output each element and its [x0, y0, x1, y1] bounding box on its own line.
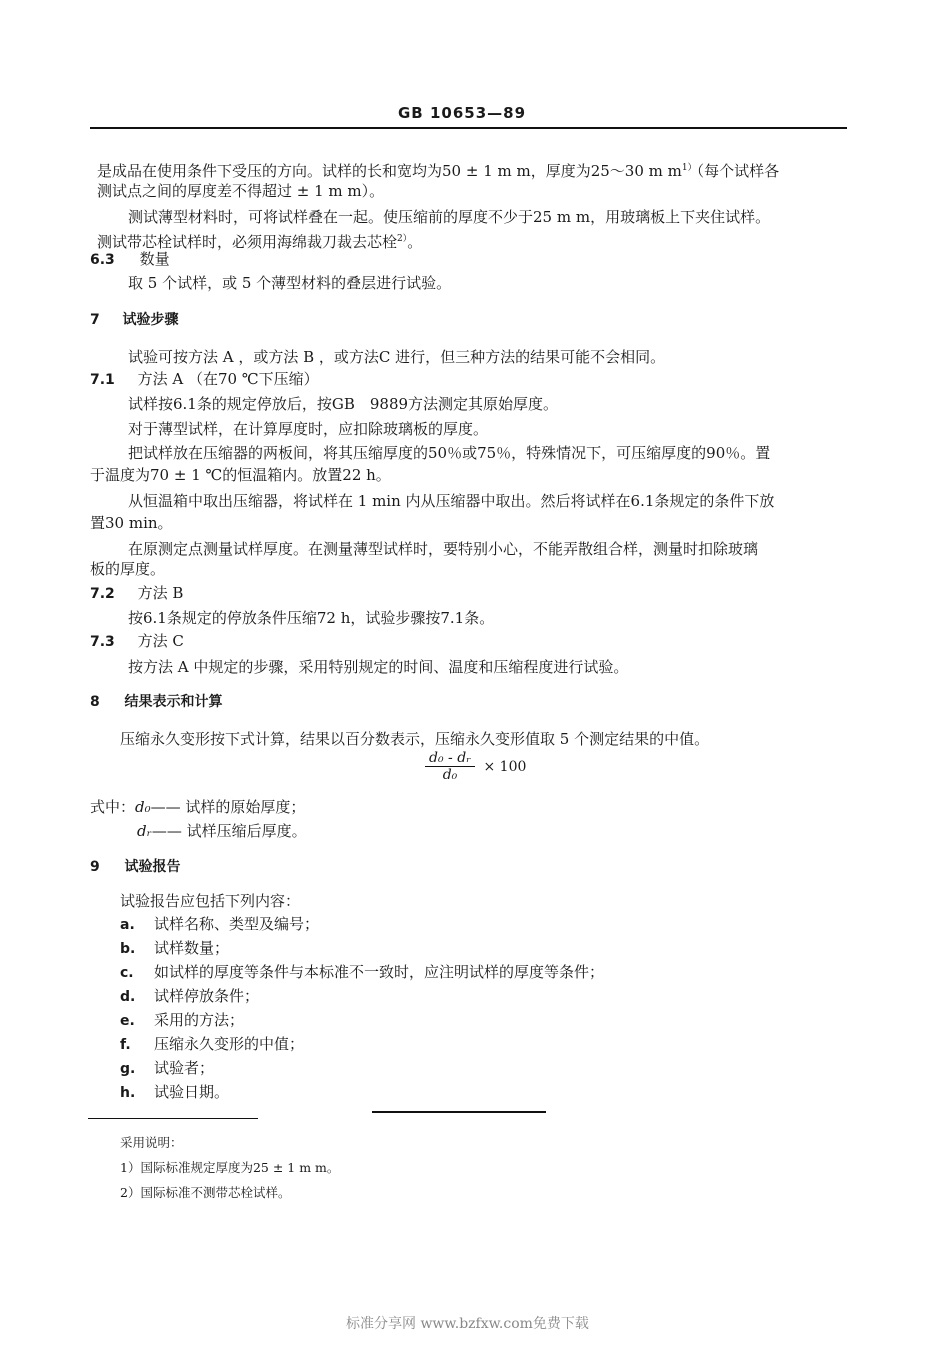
section-6-3-heading: [90, 248, 170, 271]
paragraph-2-line-1: 测试薄型材料时，可将试样叠在一起。使压缩前的厚度不少于25 m m，用玻璃板上下夹住试样。: [128, 208, 771, 226]
paragraph-1-line-1: [97, 157, 779, 182]
item-letter: f.: [120, 1037, 131, 1053]
list-item: [120, 1009, 604, 1033]
section-7-2-heading: [90, 582, 183, 605]
section-7-3-title: 方法 C: [137, 632, 184, 650]
where-dr-symbol: dᵣ: [137, 822, 152, 840]
item-text: 试样数量；: [154, 939, 230, 957]
section-7-1-text-2: 对于薄型试样，在计算厚度时，应扣除玻璃板的厚度。: [128, 420, 489, 438]
section-6-3-number: 6.3: [90, 252, 115, 268]
section-7-2-number: 7.2: [90, 586, 115, 602]
section-8-title: 结果表示和计算: [124, 694, 223, 710]
section-8-text: 压缩永久变形按下式计算，结果以百分数表示，压缩永久变形值取 5 个测定结果的中值。: [120, 730, 710, 748]
section-9-intro: 试验报告应包括下列内容：: [120, 892, 301, 910]
item-text: 采用的方法；: [154, 1011, 245, 1029]
formula-denominator: d₀: [442, 767, 458, 783]
document-code-header: GB 10653—89: [398, 104, 527, 122]
item-letter: c.: [120, 965, 134, 981]
section-7-heading: [90, 308, 179, 331]
section-7-number: 7: [90, 312, 100, 328]
end-of-text-rule: [372, 1111, 546, 1113]
list-item: [120, 913, 604, 937]
section-7-1-heading: [90, 368, 319, 391]
header-rule: [90, 127, 847, 129]
p2-end: 。: [407, 233, 423, 251]
section-7-1-text-5b: 板的厚度。: [90, 560, 166, 578]
where-dr-line: [137, 820, 307, 842]
formula-fraction: [425, 750, 475, 783]
p1-text: 是成品在使用条件下受压的方向。试样的长和宽均为50 ± 1 m m，厚度为25～30 m m: [97, 162, 682, 180]
section-8-number: 8: [90, 694, 100, 710]
item-text: 试验日期。: [154, 1083, 230, 1101]
section-7-title: 试验步骤: [122, 312, 179, 328]
p1-tail: （每个试样各: [696, 162, 780, 180]
section-7-2-text: 按6.1条规定的停放条件压缩72 h，试验步骤按7.1条。: [128, 609, 495, 627]
list-item: [120, 1081, 604, 1105]
section-6-3-text: 取 5 个试样，或 5 个薄型材料的叠层进行试验。: [128, 274, 452, 292]
section-7-3-heading: [90, 630, 184, 653]
item-letter: g.: [120, 1061, 136, 1077]
section-7-text: 试验可按方法 A ，或方法 B ，或方法C 进行，但三种方法的结果可能不会相同。: [128, 348, 666, 366]
list-item: [120, 985, 604, 1009]
where-prefix: 式中：: [90, 798, 136, 816]
section-9-heading: [90, 855, 181, 878]
list-item: [120, 937, 604, 961]
item-letter: b.: [120, 941, 136, 957]
report-items-list: [120, 913, 604, 1105]
list-item: [120, 1033, 604, 1057]
footnote-separator: [88, 1118, 258, 1119]
formula-numerator: d₀ - dᵣ: [425, 750, 475, 767]
item-letter: e.: [120, 1013, 135, 1029]
section-7-1-text-4b: 置30 min。: [90, 514, 173, 532]
item-text: 试样名称、类型及编号；: [154, 915, 320, 933]
item-text: 试验者；: [154, 1059, 215, 1077]
section-7-1-text-3a: 把试样放在压缩器的两板间，将其压缩厚度的50％或75％，特殊情况下，可压缩厚度的90％。置: [128, 444, 771, 462]
paragraph-1-line-2: 测试点之间的厚度差不得超过 ± 1 m m）。: [97, 182, 385, 200]
item-text: 试样停放条件；: [154, 987, 260, 1005]
section-7-3-text: 按方法 A 中规定的步骤，采用特别规定的时间、温度和压缩程度进行试验。: [128, 658, 629, 676]
section-7-2-title: 方法 B: [137, 584, 184, 602]
formula-multiplier: × 100: [483, 758, 527, 775]
where-d0-symbol: d₀: [135, 798, 151, 816]
section-8-heading: [90, 690, 223, 713]
where-d0-description: —— 试样的原始厚度；: [150, 798, 306, 816]
section-7-1-title: 方法 A （在70 ℃下压缩）: [137, 370, 319, 388]
list-item: [120, 1057, 604, 1081]
section-7-1-text-5a: 在原测定点测量试样厚度。在测量薄型试样时，要特别小心，不能弄散组合样，测量时扣除玻璃: [128, 540, 759, 558]
footnote-ref-1: 1）: [681, 163, 697, 173]
formula: [425, 750, 526, 783]
note-1: 1）国际标准规定厚度为25 ± 1 m m。: [120, 1160, 340, 1175]
section-7-1-number: 7.1: [90, 372, 115, 388]
section-9-number: 9: [90, 859, 100, 875]
p2-text: 测试带芯栓试样时，必须用海绵裁刀裁去芯栓: [97, 233, 398, 251]
where-dr-description: —— 试样压缩后厚度。: [151, 822, 307, 840]
item-letter: h.: [120, 1085, 136, 1101]
item-text: 压缩永久变形的中值；: [154, 1035, 305, 1053]
item-letter: a.: [120, 917, 135, 933]
section-7-1-text-4a: 从恒温箱中取出压缩器，将试样在 1 min 内从压缩器中取出。然后将试样在6.1条规定的条件下放: [128, 492, 775, 510]
list-item: [120, 961, 604, 985]
section-9-title: 试验报告: [124, 859, 181, 875]
section-7-3-number: 7.3: [90, 634, 115, 650]
where-d0-line: [90, 796, 305, 818]
section-7-1-text-3b: 于温度为70 ± 1 ℃的恒温箱内。放置22 h。: [90, 466, 391, 484]
item-letter: d.: [120, 989, 136, 1005]
section-6-3-title: 数量: [139, 250, 170, 268]
note-2: 2）国际标准不测带芯栓试样。: [120, 1185, 291, 1200]
item-text: 如试样的厚度等条件与本标准不一致时，应注明试样的厚度等条件；: [154, 963, 605, 981]
section-7-1-text-1: 试样按6.1条的规定停放后，按GB 9889方法测定其原始厚度。: [128, 395, 559, 413]
footer-watermark: 标准分享网 www.bzfxw.com免费下载: [346, 1316, 589, 1332]
notes-title: 采用说明：: [120, 1135, 183, 1150]
footnote-ref-2: 2）: [397, 234, 408, 244]
